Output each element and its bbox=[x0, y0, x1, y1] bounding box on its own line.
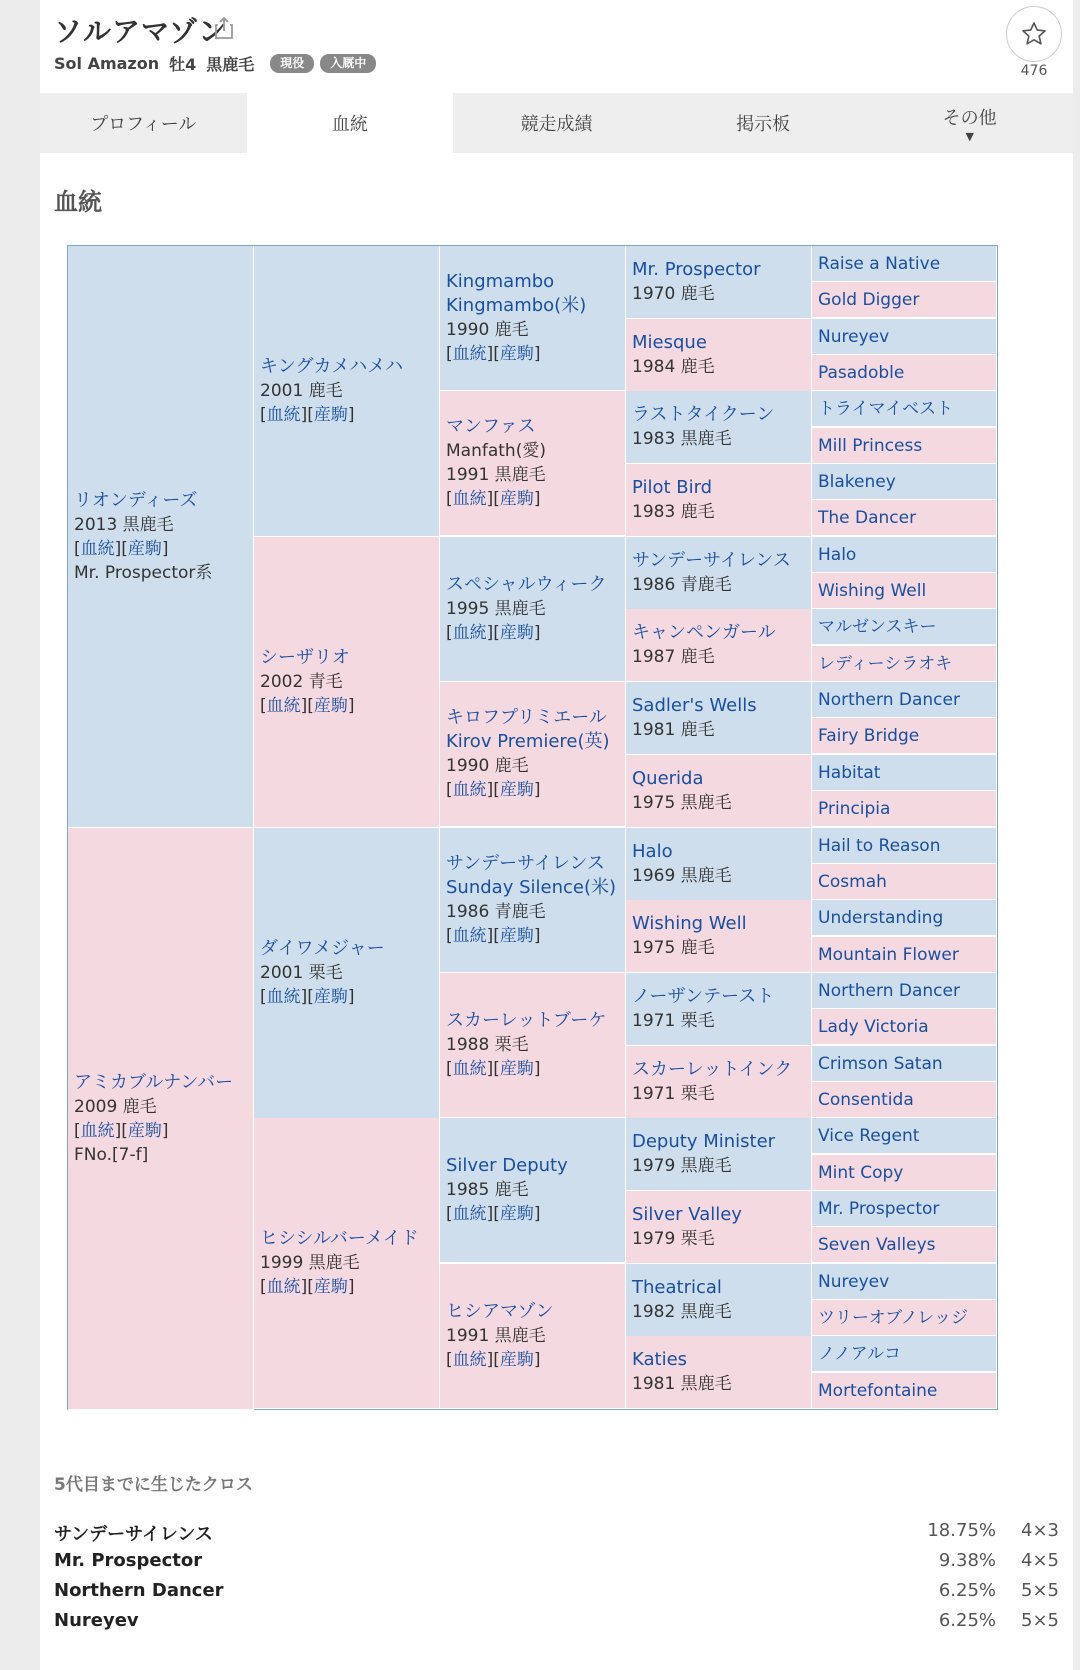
pedigree-links: [血統][産駒] bbox=[74, 1120, 169, 1141]
pedigree-cell-g5 bbox=[812, 537, 997, 573]
cross-name: サンデーサイレンス bbox=[54, 1524, 213, 1545]
pedigree-cell-g5 bbox=[812, 937, 997, 973]
horse-link[interactable]: キロフプリミエール bbox=[446, 707, 607, 728]
horse-info: 2002 青毛 bbox=[260, 672, 343, 692]
horse-link[interactable]: シーザリオ bbox=[260, 647, 350, 668]
offspring-link[interactable]: 産駒 bbox=[499, 1059, 534, 1079]
pedigree-cell bbox=[626, 246, 812, 319]
horse-info: 1971 栗毛 bbox=[632, 1084, 715, 1104]
horse-info: 1983 鹿毛 bbox=[632, 502, 715, 522]
horse-link[interactable]: Northern Dancer bbox=[818, 689, 960, 710]
pedigree-cell-g5 bbox=[812, 428, 997, 464]
pedigree-links: [血統][産駒] bbox=[260, 1277, 355, 1297]
horse-sex-age: 牡4 bbox=[169, 55, 197, 74]
horse-link[interactable]: Vice Regent bbox=[818, 1125, 920, 1146]
horse-link[interactable]: Mill Princess bbox=[818, 435, 923, 456]
horse-link[interactable]: Consentida bbox=[818, 1089, 914, 1110]
offspring-link[interactable]: 産駒 bbox=[313, 405, 348, 425]
pedigree-links: [血統][産駒] bbox=[446, 623, 541, 643]
horse-info: 1975 黒鹿毛 bbox=[632, 793, 732, 813]
horse-link[interactable]: Hail to Reason bbox=[818, 835, 941, 856]
horse-info: 1986 青鹿毛 bbox=[446, 902, 546, 922]
horse-info: 1990 鹿毛 bbox=[446, 756, 529, 776]
horse-info: 1986 青鹿毛 bbox=[632, 575, 732, 595]
horse-link[interactable]: Cosmah bbox=[818, 871, 887, 892]
horse-link[interactable]: Pasadoble bbox=[818, 362, 905, 383]
horse-link[interactable]: Understanding bbox=[818, 907, 944, 928]
pedigree-cell bbox=[626, 828, 812, 901]
horse-link[interactable]: トライマイベスト bbox=[818, 398, 954, 419]
horse-info: 1991 黒鹿毛 bbox=[446, 1326, 546, 1346]
horse-link[interactable]: Silver Valley bbox=[632, 1204, 742, 1225]
pedigree-cell-g5 bbox=[812, 573, 997, 609]
cross-percent: 6.25% bbox=[938, 1610, 996, 1631]
horse-link[interactable]: アミカブルナンバー bbox=[74, 1071, 234, 1093]
horse-link[interactable]: スペシャルウィーク bbox=[446, 574, 607, 595]
pedigree-cell bbox=[626, 1118, 812, 1191]
horse-info: 1984 鹿毛 bbox=[632, 357, 715, 377]
pedigree-link[interactable]: 血統 bbox=[452, 344, 487, 364]
favorite-button[interactable] bbox=[1006, 6, 1062, 62]
pedigree-link[interactable]: 血統 bbox=[266, 1277, 301, 1297]
horse-name-en: Sol Amazon bbox=[54, 54, 160, 73]
pedigree-cell-g5 bbox=[812, 609, 997, 645]
cross-percent: 6.25% bbox=[938, 1580, 996, 1601]
horse-note: FNo.[7-f] bbox=[74, 1144, 149, 1165]
horse-link[interactable]: Blakeney bbox=[818, 471, 896, 492]
pedigree-link[interactable]: 血統 bbox=[266, 987, 301, 1007]
offspring-link[interactable]: 産駒 bbox=[499, 1350, 534, 1370]
pedigree-cell bbox=[254, 828, 440, 1119]
horse-info: 1979 黒鹿毛 bbox=[632, 1156, 732, 1176]
pedigree-cell-g5 bbox=[812, 1227, 997, 1263]
cross-percent: 9.38% bbox=[938, 1550, 996, 1571]
horse-link[interactable]: Querida bbox=[632, 768, 704, 789]
tab-race-results[interactable]: 競走成績 bbox=[520, 114, 593, 135]
pedigree-links: [血統][産駒] bbox=[260, 987, 355, 1007]
pedigree-cell-g5 bbox=[812, 682, 997, 718]
favorite-count: 476 bbox=[1020, 63, 1048, 79]
horse-link[interactable]: スカーレットブーケ bbox=[446, 1010, 607, 1031]
tab-pedigree[interactable]: 血統 bbox=[247, 93, 454, 153]
pedigree-link[interactable]: 血統 bbox=[452, 1204, 487, 1224]
horse-link[interactable]: サンデーサイレンス bbox=[446, 853, 605, 874]
horse-link[interactable]: キングカメハメハ bbox=[260, 356, 404, 377]
pedigree-cell bbox=[440, 828, 626, 973]
horse-info: 2001 鹿毛 bbox=[260, 381, 343, 401]
horse-info: 2001 栗毛 bbox=[260, 963, 343, 983]
pedigree-cell bbox=[626, 609, 812, 682]
pedigree-links: [血統][産駒] bbox=[446, 1059, 541, 1079]
pedigree-cell bbox=[626, 1336, 812, 1409]
offspring-link[interactable]: 産駒 bbox=[499, 623, 534, 643]
pedigree-cell bbox=[626, 537, 812, 610]
cross-title: 5代目までに生じたクロス bbox=[54, 1475, 253, 1495]
star-icon bbox=[1020, 20, 1048, 48]
cross-generation: 4×3 bbox=[1021, 1520, 1059, 1541]
horse-link[interactable]: Wishing Well bbox=[818, 580, 927, 601]
cross-generation: 5×5 bbox=[1021, 1580, 1059, 1601]
horse-info: 1975 鹿毛 bbox=[632, 938, 715, 958]
offspring-link[interactable]: 産駒 bbox=[313, 1277, 348, 1297]
pedigree-table bbox=[67, 245, 998, 1410]
horse-link[interactable]: Katies bbox=[632, 1349, 688, 1370]
cross-generation: 5×5 bbox=[1021, 1610, 1059, 1631]
horse-link[interactable]: Sadler's Wells bbox=[632, 695, 757, 716]
pedigree-link[interactable]: 血統 bbox=[452, 780, 487, 800]
horse-info: 1999 黒鹿毛 bbox=[260, 1253, 360, 1273]
horse-link[interactable]: リオンディーズ bbox=[74, 489, 198, 511]
pedigree-cell-g5 bbox=[812, 1264, 997, 1300]
pedigree-links: [血統][産駒] bbox=[446, 1204, 541, 1224]
pedigree-links: [血統][産駒] bbox=[446, 780, 541, 800]
pedigree-cell-g5 bbox=[812, 1373, 997, 1409]
pedigree-cell bbox=[440, 391, 626, 536]
horse-info: 1970 鹿毛 bbox=[632, 284, 715, 304]
pedigree-links: [血統][産駒] bbox=[260, 696, 355, 716]
horse-link[interactable]: ノーザンテースト bbox=[632, 986, 775, 1007]
horse-info: 1983 黒鹿毛 bbox=[632, 429, 732, 449]
pedigree-link[interactable]: 血統 bbox=[452, 1350, 487, 1370]
pedigree-cell-g5 bbox=[812, 1118, 997, 1154]
horse-info: 1981 鹿毛 bbox=[632, 720, 715, 740]
pedigree-cell bbox=[626, 1264, 812, 1337]
horse-link[interactable]: Gold Digger bbox=[818, 289, 920, 310]
pedigree-cell-g5 bbox=[812, 791, 997, 827]
horse-link[interactable]: マルゼンスキー bbox=[818, 616, 937, 637]
horse-info: 1981 黒鹿毛 bbox=[632, 1374, 732, 1394]
horse-link[interactable]: ノノアルコ bbox=[818, 1343, 901, 1364]
cross-row bbox=[54, 1610, 1059, 1640]
pedigree-cell-g5 bbox=[812, 1191, 997, 1227]
horse-info: 1995 黒鹿毛 bbox=[446, 599, 546, 619]
pedigree-cell bbox=[254, 537, 440, 828]
pedigree-cell-g5 bbox=[812, 1009, 997, 1045]
horse-link[interactable]: Nureyev bbox=[818, 326, 890, 347]
horse-info: 1988 栗毛 bbox=[446, 1035, 529, 1055]
horse-link[interactable]: Mr. Prospector bbox=[632, 259, 761, 280]
pedigree-link[interactable]: 血統 bbox=[452, 1059, 487, 1079]
horse-link[interactable]: Silver Deputy bbox=[446, 1155, 568, 1176]
horse-header bbox=[40, 0, 1073, 93]
offspring-link[interactable]: 産駒 bbox=[313, 987, 348, 1007]
horse-color: 黒鹿毛 bbox=[206, 55, 255, 74]
offspring-link[interactable]: 産駒 bbox=[499, 1204, 534, 1224]
cross-row bbox=[54, 1580, 1059, 1610]
pedigree-cell bbox=[626, 1191, 812, 1264]
pedigree-cell-g5 bbox=[812, 1046, 997, 1082]
pedigree-cell bbox=[626, 1046, 812, 1119]
pedigree-cell bbox=[68, 246, 254, 828]
pedigree-cell-g5 bbox=[812, 646, 997, 682]
horse-link[interactable]: マンファス bbox=[446, 416, 536, 437]
horse-info: 1985 鹿毛 bbox=[446, 1180, 529, 1200]
horse-link[interactable]: Mortefontaine bbox=[818, 1380, 938, 1401]
horse-link[interactable]: Miesque bbox=[632, 332, 707, 353]
pedigree-links: [血統][産駒] bbox=[446, 344, 541, 364]
pedigree-cell bbox=[440, 537, 626, 682]
pedigree-links: [血統][産駒] bbox=[260, 405, 355, 425]
horse-link[interactable]: スカーレットインク bbox=[632, 1059, 793, 1080]
pedigree-cell-g5 bbox=[812, 828, 997, 864]
cross-name: Mr. Prospector bbox=[54, 1550, 203, 1571]
pedigree-cell bbox=[440, 1118, 626, 1263]
pedigree-cell-g5 bbox=[812, 1300, 997, 1336]
horse-link[interactable]: サンデーサイレンス bbox=[632, 550, 791, 571]
pedigree-links: [血統][産駒] bbox=[74, 538, 169, 559]
pedigree-links: [血統][産駒] bbox=[446, 1350, 541, 1370]
offspring-link[interactable]: 産駒 bbox=[499, 344, 534, 364]
horse-link[interactable]: Deputy Minister bbox=[632, 1131, 776, 1152]
pedigree-cell bbox=[254, 246, 440, 537]
horse-name-foreign[interactable]: Kirov Premiere(英) bbox=[446, 731, 610, 752]
pedigree-link[interactable]: 血統 bbox=[452, 623, 487, 643]
cross-list bbox=[54, 1520, 1059, 1640]
cross-name: Nureyev bbox=[54, 1610, 139, 1631]
pedigree-cell-g5 bbox=[812, 900, 997, 936]
horse-link[interactable]: Nureyev bbox=[818, 1271, 890, 1292]
pedigree-link[interactable]: 血統 bbox=[80, 538, 115, 559]
horse-subtitle bbox=[54, 52, 376, 75]
pedigree-cell-g5 bbox=[812, 864, 997, 900]
pedigree-cell-g5 bbox=[812, 319, 997, 355]
pedigree-cell-g5 bbox=[812, 718, 997, 754]
horse-link[interactable]: Seven Valleys bbox=[818, 1234, 936, 1255]
horse-link[interactable]: レディーシラオキ bbox=[818, 653, 953, 674]
horse-link[interactable]: Fairy Bridge bbox=[818, 725, 920, 746]
offspring-link[interactable]: 産駒 bbox=[499, 780, 534, 800]
pedigree-cell bbox=[440, 1264, 626, 1409]
horse-link[interactable]: Theatrical bbox=[632, 1277, 722, 1298]
pedigree-cell-g5 bbox=[812, 355, 997, 391]
offspring-link[interactable]: 産駒 bbox=[499, 926, 534, 946]
caret-down-icon: ▼ bbox=[965, 130, 974, 143]
pedigree-link[interactable]: 血統 bbox=[266, 696, 301, 716]
horse-link[interactable]: Kingmambo bbox=[446, 271, 555, 292]
pedigree-links: [血統][産駒] bbox=[446, 926, 541, 946]
horse-info: 1982 黒鹿毛 bbox=[632, 1302, 732, 1322]
pedigree-cell-g5 bbox=[812, 464, 997, 500]
tab-profile[interactable]: プロフィール bbox=[90, 114, 197, 135]
pedigree-cell-g5 bbox=[812, 1082, 997, 1118]
horse-link[interactable]: ヒシシルバーメイド bbox=[260, 1228, 419, 1249]
horse-link[interactable]: Mr. Prospector bbox=[818, 1198, 940, 1219]
status-badge-stable: 入厩中 bbox=[320, 54, 376, 73]
horse-name-foreign[interactable]: Kingmambo(米) bbox=[446, 295, 587, 316]
horse-info: 1991 黒鹿毛 bbox=[446, 465, 546, 485]
page bbox=[40, 0, 1073, 1670]
pedigree-cell bbox=[440, 682, 626, 827]
offspring-link[interactable]: 産駒 bbox=[313, 696, 348, 716]
section-title: 血統 bbox=[54, 188, 102, 216]
horse-link[interactable]: Halo bbox=[818, 544, 857, 565]
horse-link[interactable]: Lady Victoria bbox=[818, 1016, 929, 1037]
pedigree-cell bbox=[440, 973, 626, 1118]
cross-generation: 4×5 bbox=[1021, 1550, 1059, 1571]
horse-link[interactable]: ヒシアマゾン bbox=[446, 1301, 554, 1322]
pedigree-cell bbox=[68, 828, 254, 1410]
horse-link[interactable]: Pilot Bird bbox=[632, 477, 713, 498]
pedigree-cell-g5 bbox=[812, 282, 997, 318]
horse-link[interactable]: Habitat bbox=[818, 762, 881, 783]
horse-info: 2009 鹿毛 bbox=[74, 1096, 157, 1117]
offspring-link[interactable]: 産駒 bbox=[127, 538, 162, 559]
horse-info: 1969 黒鹿毛 bbox=[632, 866, 732, 886]
pedigree-link[interactable]: 血統 bbox=[80, 1120, 115, 1141]
horse-info: 1990 鹿毛 bbox=[446, 320, 529, 340]
horse-name: ソルアマゾン bbox=[54, 15, 228, 48]
horse-link[interactable]: Northern Dancer bbox=[818, 980, 960, 1001]
horse-link[interactable]: Crimson Satan bbox=[818, 1053, 943, 1074]
horse-name-foreign[interactable]: Sunday Silence(米) bbox=[446, 877, 616, 898]
offspring-link[interactable]: 産駒 bbox=[127, 1120, 162, 1141]
pedigree-cell bbox=[626, 319, 812, 392]
pedigree-cell-g5 bbox=[812, 500, 997, 536]
share-icon[interactable] bbox=[214, 16, 234, 40]
cross-percent: 18.75% bbox=[927, 1520, 996, 1541]
horse-link[interactable]: Mountain Flower bbox=[818, 944, 959, 965]
cross-name: Northern Dancer bbox=[54, 1580, 224, 1601]
pedigree-link[interactable]: 血統 bbox=[452, 926, 487, 946]
tab-other[interactable]: その他 ▼ bbox=[942, 108, 997, 143]
tab-board[interactable]: 掲示板 bbox=[736, 114, 791, 135]
horse-link[interactable]: キャンペンガール bbox=[632, 622, 776, 643]
pedigree-cell bbox=[626, 900, 812, 973]
horse-info: 1979 栗毛 bbox=[632, 1229, 715, 1249]
pedigree-cell bbox=[626, 973, 812, 1046]
horse-link[interactable]: ラストタイクーン bbox=[632, 404, 775, 425]
horse-name-foreign: Manfath(愛) bbox=[446, 441, 546, 461]
horse-note: Mr. Prospector系 bbox=[74, 562, 213, 583]
horse-link[interactable]: Principia bbox=[818, 798, 891, 819]
horse-link[interactable]: The Dancer bbox=[818, 507, 917, 528]
pedigree-cell-g5 bbox=[812, 391, 997, 427]
pedigree-cell bbox=[626, 391, 812, 464]
pedigree-cell-g5 bbox=[812, 1155, 997, 1191]
horse-info: 1971 栗毛 bbox=[632, 1011, 715, 1031]
status-badge-active: 現役 bbox=[270, 54, 314, 73]
pedigree-cell-g5 bbox=[812, 973, 997, 1009]
horse-link[interactable]: Wishing Well bbox=[632, 913, 747, 934]
pedigree-link[interactable]: 血統 bbox=[452, 489, 487, 509]
horse-link[interactable]: ツリーオブノレッジ bbox=[818, 1307, 968, 1328]
pedigree-cell bbox=[626, 755, 812, 828]
cross-row bbox=[54, 1550, 1059, 1580]
pedigree-cell bbox=[440, 246, 626, 391]
pedigree-cell bbox=[254, 1118, 440, 1409]
horse-link[interactable]: Mint Copy bbox=[818, 1162, 904, 1183]
pedigree-links: [血統][産駒] bbox=[446, 489, 541, 509]
pedigree-link[interactable]: 血統 bbox=[266, 405, 301, 425]
pedigree-cell bbox=[626, 464, 812, 537]
tab-bar bbox=[40, 93, 1073, 153]
horse-link[interactable]: Halo bbox=[632, 841, 673, 862]
pedigree-cell-g5 bbox=[812, 1336, 997, 1372]
cross-row bbox=[54, 1520, 1059, 1550]
horse-info: 2013 黒鹿毛 bbox=[74, 514, 174, 535]
pedigree-cell bbox=[626, 682, 812, 755]
horse-link[interactable]: Raise a Native bbox=[818, 253, 941, 274]
pedigree-cell-g5 bbox=[812, 246, 997, 282]
offspring-link[interactable]: 産駒 bbox=[499, 489, 534, 509]
horse-info: 1987 鹿毛 bbox=[632, 647, 715, 667]
horse-link[interactable]: ダイワメジャー bbox=[260, 938, 385, 959]
pedigree-cell-g5 bbox=[812, 755, 997, 791]
